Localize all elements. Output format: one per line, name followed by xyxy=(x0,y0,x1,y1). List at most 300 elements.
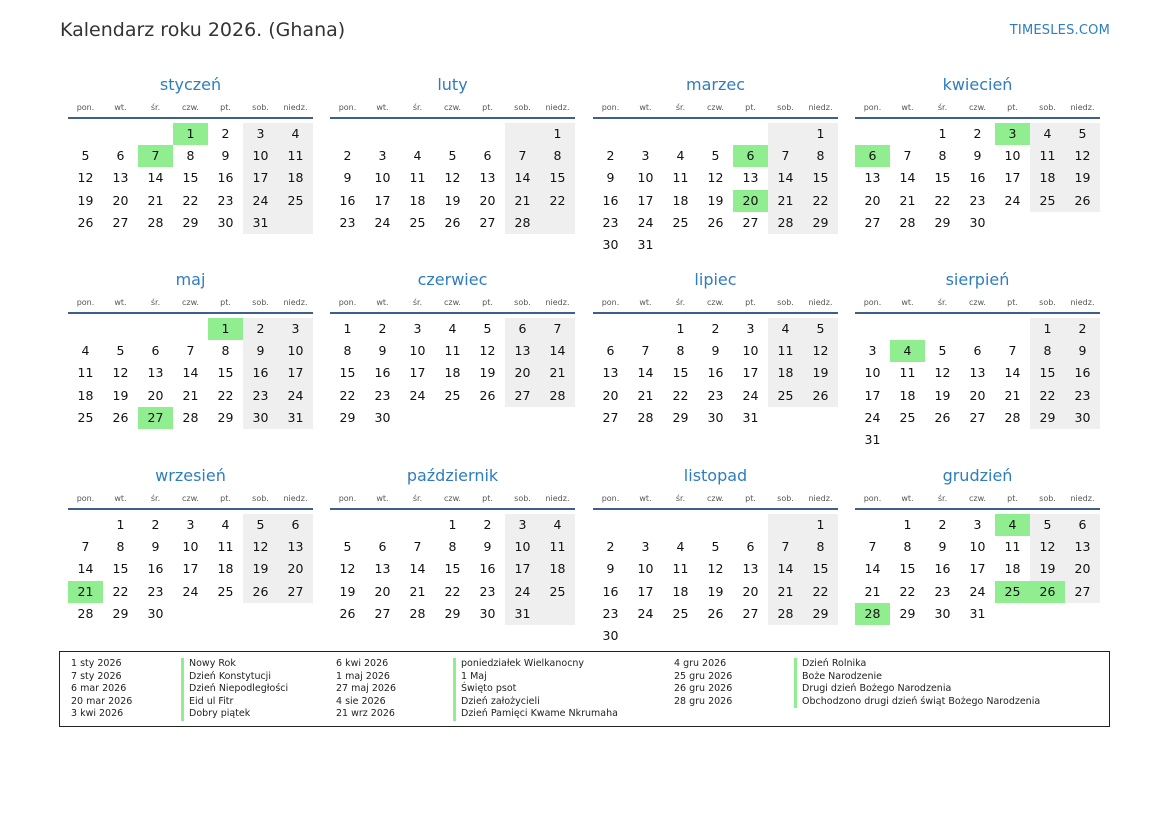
day-cell: 24 xyxy=(182,583,199,599)
month-name: marzec xyxy=(685,75,745,94)
day-cell: 4 xyxy=(1043,126,1052,141)
month-calendar xyxy=(330,466,575,656)
day-cell: 30 xyxy=(602,628,619,643)
day-cell: 29 xyxy=(217,409,234,425)
day-cell: 13 xyxy=(864,170,881,186)
day-cell: 25 xyxy=(287,192,304,208)
day-cell: 29 xyxy=(339,409,356,425)
day-cell: 24 xyxy=(637,605,654,621)
day-cell: 24 xyxy=(252,192,269,208)
weekday-label: śr. xyxy=(675,103,686,112)
day-cell: 2 xyxy=(256,321,265,336)
day-cell: 2 xyxy=(483,517,492,532)
day-cell: 4 xyxy=(291,126,300,141)
day-cell: 16 xyxy=(252,365,269,381)
day-cell: 26 xyxy=(252,583,269,599)
day-cell: 20 xyxy=(514,365,531,381)
day-cell: 31 xyxy=(637,237,654,252)
day-cell: 18 xyxy=(672,192,689,208)
weekday-label: czw. xyxy=(969,103,986,112)
weekday-header xyxy=(855,494,1100,508)
weekday-label: sob. xyxy=(252,103,269,112)
day-cell: 24 xyxy=(287,387,304,403)
weekday-label: pt. xyxy=(1007,103,1018,112)
month-name: kwiecień xyxy=(942,75,1013,94)
day-cell: 15 xyxy=(812,561,829,577)
weekday-label: pon. xyxy=(338,494,357,503)
day-cell: 20 xyxy=(602,387,619,403)
day-cell: 26 xyxy=(339,605,356,621)
day-cell: 28 xyxy=(147,214,164,230)
day-cell: 27 xyxy=(287,583,304,599)
day-cell: 18 xyxy=(549,561,566,577)
day-cell: 5 xyxy=(448,148,457,164)
day-cell: 15 xyxy=(1039,365,1056,381)
day-cell: 21 xyxy=(549,365,566,381)
day-cell: 9 xyxy=(1078,343,1087,359)
holiday-legend xyxy=(59,651,1110,727)
day-cell: 29 xyxy=(672,409,689,425)
day-cell: 10 xyxy=(182,539,199,555)
day-cell: 12 xyxy=(77,170,94,186)
day-cell: 6 xyxy=(606,343,615,359)
weekday-label: wt. xyxy=(639,494,652,503)
day-cell: 17 xyxy=(637,583,654,599)
day-cell: 14 xyxy=(637,365,654,381)
day-cell: 29 xyxy=(182,214,199,230)
brand-link[interactable]: TIMESLES.COM xyxy=(1009,23,1110,38)
day-cell: 23 xyxy=(1074,387,1091,403)
day-cell: 1 xyxy=(343,321,352,336)
weekday-label: czw. xyxy=(969,494,986,503)
day-cell: 14 xyxy=(182,365,199,381)
day-cell: 9 xyxy=(343,170,352,186)
day-cell: 28 xyxy=(549,387,566,403)
day-cell: 3 xyxy=(641,148,650,164)
day-cell: 19 xyxy=(707,583,724,599)
legend-holiday-name: Dzień Niepodległości xyxy=(181,683,288,696)
day-cell: 11 xyxy=(672,561,689,577)
day-cell: 3 xyxy=(641,539,650,555)
weekday-header xyxy=(68,298,313,312)
day-cell: 7 xyxy=(413,539,422,555)
month-calendar xyxy=(593,75,838,265)
weekday-label: czw. xyxy=(182,494,199,503)
day-cell: 28 xyxy=(777,214,794,230)
day-cell: 22 xyxy=(672,387,689,403)
day-cell: 14 xyxy=(1004,365,1021,381)
day-cell: 23 xyxy=(339,214,356,230)
legend-date-column xyxy=(674,658,732,708)
holiday-day-cell: 25 xyxy=(995,581,1030,603)
day-cell: 19 xyxy=(444,192,461,208)
weekday-label: niedz. xyxy=(545,298,570,307)
header-divider xyxy=(855,508,1100,510)
day-cell: 31 xyxy=(742,409,759,425)
weekday-label: niedz. xyxy=(283,103,308,112)
weekday-label: wt. xyxy=(114,103,127,112)
day-cell: 31 xyxy=(514,605,531,621)
month-name: luty xyxy=(437,75,468,94)
day-cell: 4 xyxy=(221,517,230,532)
month-name: styczeń xyxy=(159,75,222,94)
day-cell: 7 xyxy=(903,148,912,164)
day-cell: 19 xyxy=(77,192,94,208)
day-cell: 26 xyxy=(77,214,94,230)
day-cell: 10 xyxy=(287,343,304,359)
day-cell: 26 xyxy=(707,605,724,621)
weekday-label: pt. xyxy=(745,103,756,112)
weekday-label: czw. xyxy=(707,298,724,307)
day-cell: 19 xyxy=(934,387,951,403)
day-cell: 7 xyxy=(186,343,195,359)
day-cell: 17 xyxy=(182,561,199,577)
day-cell: 6 xyxy=(291,517,300,532)
weekday-label: śr. xyxy=(937,103,948,112)
day-cell: 11 xyxy=(444,343,461,359)
day-cell: 27 xyxy=(602,409,619,425)
legend-holiday-name: Dzień Pamięci Kwame Nkrumaha xyxy=(453,708,618,721)
holiday-day-cell: 21 xyxy=(68,581,103,603)
day-cell: 16 xyxy=(374,365,391,381)
holiday-day-cell: 3 xyxy=(995,123,1030,145)
day-cell: 22 xyxy=(549,192,566,208)
day-cell: 16 xyxy=(1074,365,1091,381)
day-cell: 30 xyxy=(1074,409,1091,425)
day-cell: 13 xyxy=(514,343,531,359)
day-cell: 20 xyxy=(112,192,129,208)
day-cell: 20 xyxy=(1074,561,1091,577)
weekday-label: niedz. xyxy=(1070,298,1095,307)
header-divider xyxy=(330,508,575,510)
day-cell: 3 xyxy=(186,517,195,532)
day-cell: 3 xyxy=(256,126,265,141)
month-name: sierpień xyxy=(945,270,1010,289)
day-cell: 8 xyxy=(903,539,912,555)
day-cell: 14 xyxy=(777,170,794,186)
day-cell: 17 xyxy=(409,365,426,381)
day-cell: 14 xyxy=(147,170,164,186)
day-cell: 6 xyxy=(1078,517,1087,532)
day-cell: 10 xyxy=(374,170,391,186)
day-cell: 12 xyxy=(1039,539,1056,555)
day-cell: 8 xyxy=(221,343,230,359)
weekday-label: pt. xyxy=(482,103,493,112)
day-cell: 16 xyxy=(602,192,619,208)
legend-holiday-name: poniedziałek Wielkanocny xyxy=(453,658,618,671)
weekday-label: niedz. xyxy=(1070,103,1095,112)
weekday-label: wt. xyxy=(901,494,914,503)
day-cell: 2 xyxy=(973,126,982,141)
weekday-label: czw. xyxy=(444,298,461,307)
day-cell: 2 xyxy=(343,148,352,164)
day-cell: 2 xyxy=(151,517,160,532)
legend-date: 28 gru 2026 xyxy=(674,695,733,707)
weekday-label: wt. xyxy=(376,494,389,503)
day-cell: 5 xyxy=(81,148,90,164)
weekday-label: pon. xyxy=(76,298,95,307)
weekday-label: sob. xyxy=(514,494,531,503)
day-cell: 28 xyxy=(77,605,94,621)
weekday-label: pt. xyxy=(482,494,493,503)
weekday-label: wt. xyxy=(901,298,914,307)
day-cell: 21 xyxy=(637,387,654,403)
weekday-label: pon. xyxy=(76,103,95,112)
day-cell: 13 xyxy=(287,539,304,555)
legend-holiday-name: Boże Narodzenie xyxy=(794,671,1040,684)
day-cell: 18 xyxy=(899,387,916,403)
day-cell: 5 xyxy=(938,343,947,359)
day-cell: 15 xyxy=(934,170,951,186)
day-cell: 27 xyxy=(969,409,986,425)
day-cell: 20 xyxy=(479,192,496,208)
day-cell: 1 xyxy=(938,126,947,141)
day-cell: 9 xyxy=(151,539,160,555)
day-cell: 6 xyxy=(378,539,387,555)
weekday-label: sob. xyxy=(252,494,269,503)
day-cell: 21 xyxy=(409,583,426,599)
weekday-header xyxy=(593,494,838,508)
day-cell: 29 xyxy=(1039,409,1056,425)
day-cell: 19 xyxy=(479,365,496,381)
day-cell: 15 xyxy=(672,365,689,381)
day-cell: 4 xyxy=(413,148,422,164)
day-cell: 23 xyxy=(147,583,164,599)
day-cell: 19 xyxy=(1074,170,1091,186)
header-divider xyxy=(330,312,575,314)
header-divider xyxy=(593,117,838,119)
day-cell: 2 xyxy=(378,321,387,336)
legend-date: 1 sty 2026 xyxy=(71,658,122,669)
day-cell: 10 xyxy=(252,148,269,164)
day-cell: 21 xyxy=(1004,387,1021,403)
day-cell: 15 xyxy=(182,170,199,186)
day-cell: 13 xyxy=(147,365,164,381)
weekday-label: wt. xyxy=(114,298,127,307)
day-cell: 9 xyxy=(973,148,982,164)
day-cell: 13 xyxy=(112,170,129,186)
weekday-label: czw. xyxy=(444,103,461,112)
weekday-label: czw. xyxy=(444,494,461,503)
day-cell: 6 xyxy=(116,148,125,164)
day-cell: 12 xyxy=(444,170,461,186)
day-cell: 20 xyxy=(864,192,881,208)
holiday-day-cell: 7 xyxy=(138,145,173,167)
day-cell: 27 xyxy=(742,605,759,621)
day-cell: 24 xyxy=(864,409,881,425)
weekday-label: sob. xyxy=(1039,494,1056,503)
day-cell: 15 xyxy=(444,561,461,577)
weekday-label: wt. xyxy=(114,494,127,503)
day-cell: 17 xyxy=(252,170,269,186)
day-cell: 11 xyxy=(549,539,566,555)
day-cell: 30 xyxy=(969,214,986,230)
legend-date-column xyxy=(336,658,396,721)
weekday-label: pon. xyxy=(863,494,882,503)
weekday-label: pon. xyxy=(338,298,357,307)
weekday-label: pt. xyxy=(482,298,493,307)
holiday-day-cell: 1 xyxy=(208,318,243,340)
day-cell: 8 xyxy=(1043,343,1052,359)
weekday-label: pt. xyxy=(1007,298,1018,307)
day-cell: 23 xyxy=(969,192,986,208)
weekday-header xyxy=(593,103,838,117)
weekday-label: pon. xyxy=(863,103,882,112)
header-divider xyxy=(68,117,313,119)
day-cell: 9 xyxy=(606,170,615,186)
day-cell: 28 xyxy=(182,409,199,425)
legend-date: 26 gru 2026 xyxy=(674,683,733,695)
legend-date: 6 mar 2026 xyxy=(71,683,127,695)
day-cell: 26 xyxy=(479,387,496,403)
weekday-label: niedz. xyxy=(808,298,833,307)
day-cell: 16 xyxy=(602,583,619,599)
day-cell: 11 xyxy=(672,170,689,186)
weekday-header xyxy=(593,298,838,312)
day-cell: 13 xyxy=(969,365,986,381)
day-cell: 11 xyxy=(287,148,304,164)
day-cell: 10 xyxy=(409,343,426,359)
legend-holiday-name: Obchodzono drugi dzień świąt Bożego Narodzenia xyxy=(794,696,1040,709)
weekday-header xyxy=(68,103,313,117)
weekday-label: pt. xyxy=(220,298,231,307)
day-cell: 22 xyxy=(934,192,951,208)
day-cell: 9 xyxy=(938,539,947,555)
day-cell: 30 xyxy=(374,409,391,425)
day-cell: 20 xyxy=(969,387,986,403)
month-name: wrzesień xyxy=(155,466,226,485)
day-cell: 8 xyxy=(676,343,685,359)
weekday-label: pon. xyxy=(76,494,95,503)
day-cell: 29 xyxy=(444,605,461,621)
weekday-header xyxy=(855,298,1100,312)
day-cell: 2 xyxy=(606,539,615,555)
day-cell: 1 xyxy=(448,517,457,532)
day-cell: 6 xyxy=(483,148,492,164)
day-cell: 5 xyxy=(1078,126,1087,141)
day-cell: 21 xyxy=(777,192,794,208)
day-cell: 8 xyxy=(938,148,947,164)
weekday-label: śr. xyxy=(937,298,948,307)
legend-date: 4 sie 2026 xyxy=(336,695,386,707)
day-cell: 7 xyxy=(1008,343,1017,359)
day-cell: 14 xyxy=(409,561,426,577)
day-cell: 25 xyxy=(444,387,461,403)
month-name: czerwiec xyxy=(417,270,488,289)
day-cell: 26 xyxy=(444,214,461,230)
weekday-label: niedz. xyxy=(1070,494,1095,503)
day-cell: 26 xyxy=(812,387,829,403)
legend-holiday-name: Dobry piątek xyxy=(181,708,288,721)
day-cell: 30 xyxy=(934,605,951,621)
day-cell: 22 xyxy=(339,387,356,403)
day-cell: 6 xyxy=(973,343,982,359)
month-calendar xyxy=(593,466,838,656)
day-cell: 7 xyxy=(781,148,790,164)
day-cell: 17 xyxy=(637,192,654,208)
day-cell: 7 xyxy=(553,321,562,336)
day-cell: 17 xyxy=(287,365,304,381)
legend-holiday-name: Nowy Rok xyxy=(181,658,288,671)
day-cell: 14 xyxy=(777,561,794,577)
day-cell: 24 xyxy=(1004,192,1021,208)
holiday-day-cell: 6 xyxy=(855,145,890,167)
day-cell: 10 xyxy=(1004,148,1021,164)
day-cell: 25 xyxy=(549,583,566,599)
day-cell: 21 xyxy=(899,192,916,208)
day-cell: 1 xyxy=(903,517,912,532)
day-cell: 15 xyxy=(549,170,566,186)
day-cell: 25 xyxy=(1039,192,1056,208)
weekday-label: wt. xyxy=(376,298,389,307)
legend-name-column xyxy=(181,658,288,721)
weekday-label: śr. xyxy=(150,103,161,112)
day-cell: 2 xyxy=(938,517,947,532)
day-cell: 23 xyxy=(934,583,951,599)
day-cell: 3 xyxy=(868,343,877,359)
day-cell: 19 xyxy=(339,583,356,599)
day-cell: 3 xyxy=(518,517,527,532)
day-cell: 9 xyxy=(483,539,492,555)
day-cell: 8 xyxy=(186,148,195,164)
day-cell: 19 xyxy=(707,192,724,208)
day-cell: 12 xyxy=(707,170,724,186)
weekday-label: pon. xyxy=(601,103,620,112)
weekday-label: czw. xyxy=(707,494,724,503)
day-cell: 12 xyxy=(1074,148,1091,164)
legend-date: 7 sty 2026 xyxy=(71,670,122,682)
legend-holiday-name: Dzień Konstytucji xyxy=(181,671,288,684)
day-cell: 15 xyxy=(899,561,916,577)
day-cell: 30 xyxy=(707,409,724,425)
day-cell: 6 xyxy=(518,321,527,336)
day-cell: 27 xyxy=(112,214,129,230)
month-calendar xyxy=(855,75,1100,265)
day-cell: 5 xyxy=(343,539,352,555)
weekday-header xyxy=(330,103,575,117)
header-divider xyxy=(330,117,575,119)
day-cell: 29 xyxy=(934,214,951,230)
weekday-label: pon. xyxy=(863,298,882,307)
weekday-label: pt. xyxy=(1007,494,1018,503)
day-cell: 23 xyxy=(707,387,724,403)
legend-holiday-name: Dzień założycieli xyxy=(453,696,618,709)
day-cell: 24 xyxy=(637,214,654,230)
day-cell: 9 xyxy=(378,343,387,359)
day-cell: 29 xyxy=(812,605,829,621)
day-cell: 2 xyxy=(711,321,720,336)
day-cell: 7 xyxy=(81,539,90,555)
weekday-header xyxy=(330,494,575,508)
weekday-label: śr. xyxy=(150,298,161,307)
day-cell: 15 xyxy=(217,365,234,381)
day-cell: 16 xyxy=(147,561,164,577)
month-calendar xyxy=(855,466,1100,656)
weekday-label: czw. xyxy=(707,103,724,112)
weekday-label: pt. xyxy=(745,298,756,307)
holiday-day-cell: 26 xyxy=(1030,581,1065,603)
day-cell: 4 xyxy=(81,343,90,359)
day-cell: 25 xyxy=(77,409,94,425)
day-cell: 26 xyxy=(934,409,951,425)
day-cell: 25 xyxy=(409,214,426,230)
day-cell: 17 xyxy=(1004,170,1021,186)
day-cell: 31 xyxy=(252,214,269,230)
day-cell: 18 xyxy=(217,561,234,577)
day-cell: 11 xyxy=(1039,148,1056,164)
day-cell: 2 xyxy=(1078,321,1087,336)
day-cell: 3 xyxy=(746,321,755,336)
